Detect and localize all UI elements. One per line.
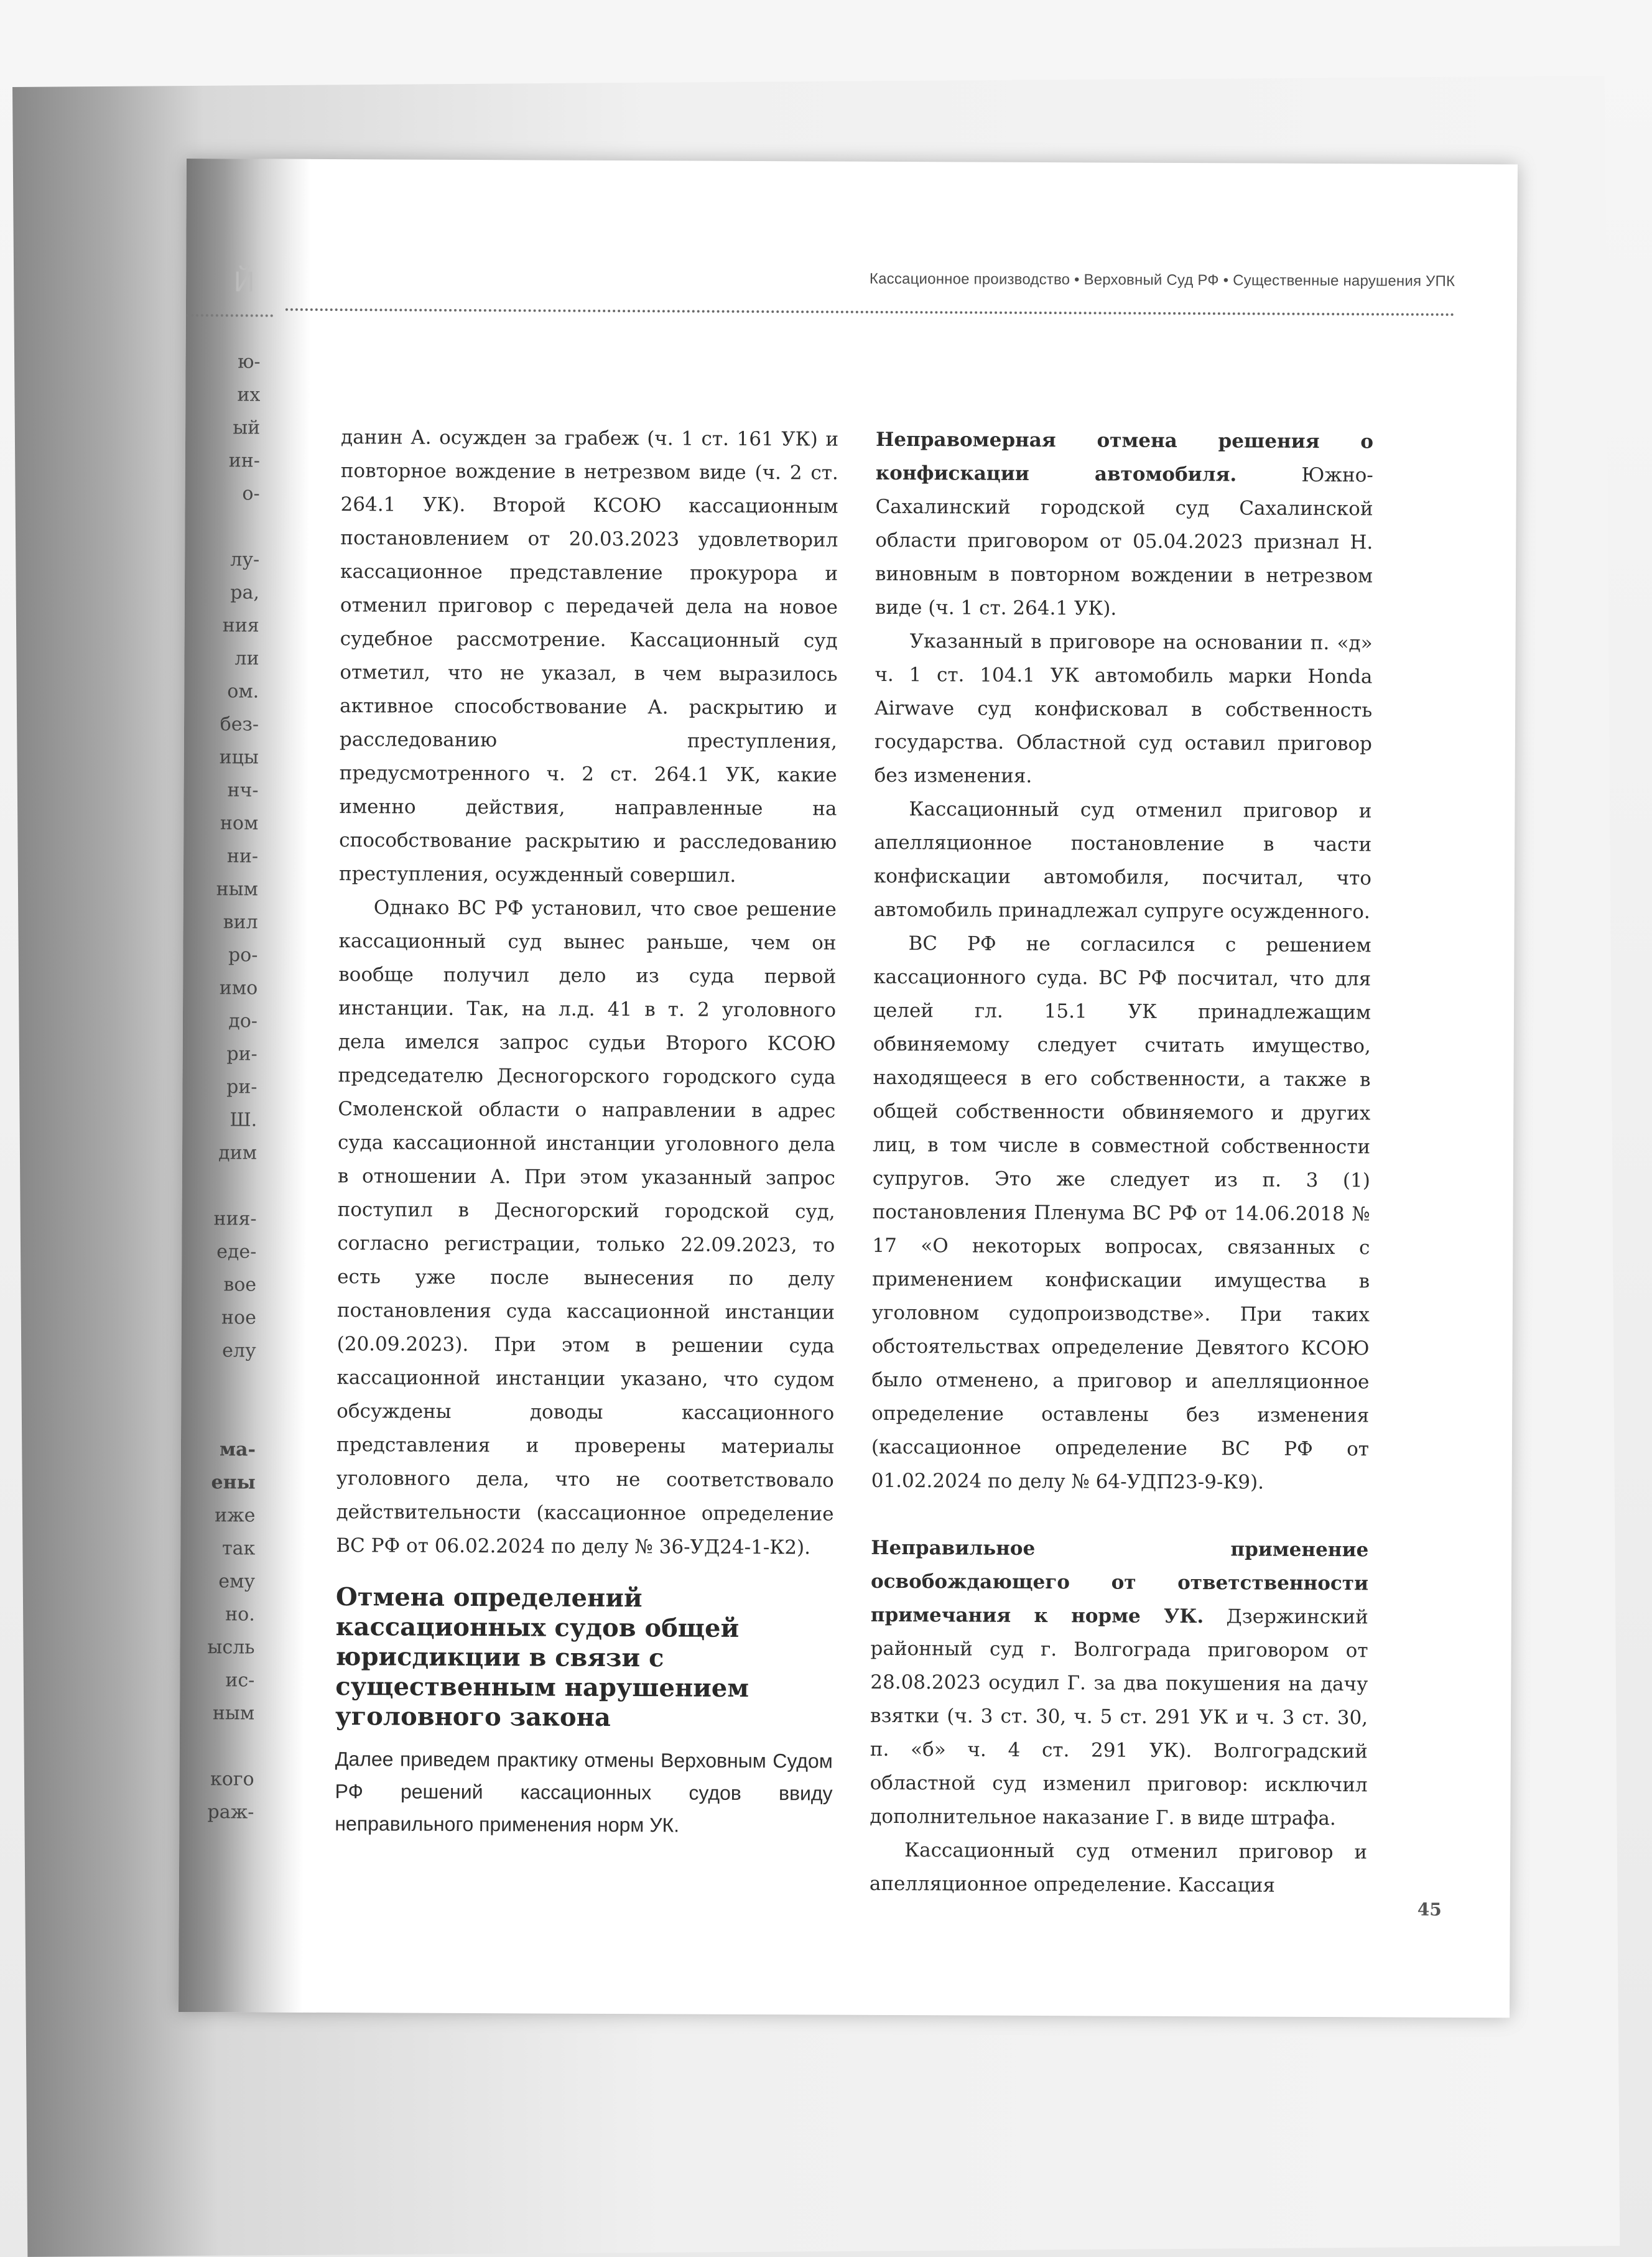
section-lead: Далее приведем практику отмены Верховным Судом РФ решений кассационных судов ввиду неправильного применения норм УК.: [335, 1748, 833, 1837]
left-page-fragment: имо: [219, 977, 258, 999]
left-page-fragment: ом.: [227, 680, 259, 703]
left-page-fragment: их: [237, 384, 261, 406]
paragraph: ВС РФ не согласился с решением кассационного суда. ВС РФ посчитал, что для целей гл. 15.1 УК принадлежащим обвиняемому следует считать имущество, находящееся в его собственности, а также в общей собственности обвиняемого и других лиц, в том числе в совместной собственности супругов. Это же следует из п. 3 (1) постановления Пленума ВС РФ от 14.06.2018 № 17 «О некоторых вопросах, связанных с применением конфискации имущества в уголовном судопроизводстве». При таких обстоятельствах определение Девятого КСОЮ было отменено, а приговор и апелляционное определение оставлены без изменения (кассационное определение ВС РФ от 01.02.2024 по делу № 64-УДП23-9-К9).: [871, 932, 1371, 1494]
left-page-fragment: но.: [225, 1603, 255, 1626]
left-page-fragment: лу-: [230, 549, 260, 571]
right-column: [870, 423, 1373, 1902]
left-page-fragment: ным: [216, 878, 258, 901]
left-page-fragment: [175, 1367, 262, 1401]
left-page-fragment: ены: [211, 1471, 256, 1494]
left-page-fragment: воe: [223, 1274, 257, 1296]
left-page-fragment: ном: [220, 812, 259, 835]
left-page-fragment: дим: [218, 1142, 258, 1164]
left-page-fragment: до-: [228, 1010, 258, 1032]
left-page-fragment: ли: [234, 647, 259, 670]
left-page-fragment: еде-: [216, 1241, 257, 1263]
left-page-fragment: иже: [215, 1504, 256, 1527]
left-page-fragment: ра,: [230, 582, 260, 604]
left-page-fragment: о-: [242, 483, 260, 505]
section-title: Отмена определений кассационных судов общей юрисдикции в связи с существенным нарушением уголовного закона: [335, 1582, 749, 1732]
running-header: Кассационное производство • Верховный Суд РФ • Существенные нарушения УПК: [869, 270, 1455, 290]
paragraph: данин А. осужден за грабеж (ч. 1 ст. 161 УК) и повторное вождение в нетрезвом виде (ч. 2 ст. 264.1 УК). Второй КСОЮ кассационным постановлением от 20.03.2023 удовлетворил кассационное представление прокурора и отменил приговор с передачей дела на новое судебное рассмотрение. Кассационный суд отметил, что не указал, в чем выразилось активное способствование А. раскрытию и расследованию преступления, предусмотренного ч. 2 ст. 264.1 УК, какие именно действия, направленные на способствование раскрытию и расследованию преступления, осужденный совершил.: [338, 426, 839, 887]
left-page-fragment: ния: [222, 614, 259, 637]
page-number: 45: [1417, 1899, 1442, 1920]
left-page-fragment: раж-: [207, 1801, 254, 1824]
paragraph: Однако ВС РФ установил, что свое решение кассационный суд вынес раньше, чем он вообще получил дело из суда первой инстанции. Так, на л.д. 41 в т. 2 уголовного дела имелся запрос судьи Второго КСОЮ председателю Десногорского городского суда Смоленской области о направлении в адрес суда кассационной инстанции уголовного дела в отношении А. При этом указанный запрос поступил в Десногорский городской суд, согласно регистрации, только 22.09.2023, то есть уже после вынесения по делу постановления суда кассационной инстанции (20.09.2023). При этом в решении суда кассационной инстанции указано, что судом обсуждены доводы кассационного представления и проверены материалы уголовного дела, что не соответствовало действительности (кассационное определение ВС РФ от 06.02.2024 по делу № 36-УД24-1-К2).: [336, 896, 837, 1559]
left-page-fragment: ма-: [219, 1439, 256, 1461]
left-page-text-fragments: [172, 345, 267, 2013]
book-page: [179, 159, 1518, 2018]
case-paragraph: [870, 1531, 1368, 1835]
left-page-fragment: [179, 510, 266, 544]
case-text: Дзержинский районный суд г. Волгограда приговором от 28.08.2023 осудил Г. за два покушения на дачу взятки (ч. 3 ст. 30, ч. 5 ст. 291 УК и ч. 3 ст. 30, п. «б» ч. 4 ст. 291 УК). Волгоградский областной суд изменил приговор: исключил дополнительное наказание Г. в виде штрафа.: [870, 1605, 1368, 1830]
left-page-fragment: вил: [223, 911, 258, 934]
left-page-header-rule: [186, 314, 273, 317]
left-page-header-fragment: Й: [233, 265, 255, 298]
case-paragraph: [875, 423, 1373, 626]
left-page-fragment: ное: [221, 1307, 256, 1329]
left-column: [335, 420, 838, 1842]
header-dotted-rule: [285, 308, 1455, 316]
left-page-fragment: ри-: [226, 1043, 258, 1065]
left-page-fragment: ему: [218, 1570, 256, 1593]
left-page-fragment: ро-: [228, 944, 258, 966]
left-page-fragment: [174, 1730, 261, 1763]
left-page-fragment: ния-: [213, 1208, 257, 1230]
left-page-fragment: ысль: [207, 1636, 255, 1659]
left-page-fragment: ис-: [225, 1669, 255, 1692]
left-page-fragment: Ш.: [230, 1109, 258, 1131]
left-page-fragment: ый: [233, 417, 261, 439]
left-page-fragment: ри-: [226, 1076, 258, 1098]
case-heading: Неправильное применение освобождающего от ответственности примечания к норме УК.: [870, 1536, 1369, 1628]
left-page-fragment: [176, 1169, 263, 1203]
left-page-fragment: ин-: [228, 450, 260, 472]
left-page-fragment: так: [221, 1537, 256, 1560]
left-page-fragment: без-: [220, 713, 259, 736]
left-page-fragment: ни-: [226, 845, 259, 868]
left-page-fragment: нч-: [227, 779, 259, 802]
left-page-fragment: елу: [222, 1340, 256, 1362]
left-page-fragment: ицы: [219, 746, 259, 769]
paragraph: Указанный в приговоре на основании п. «д» ч. 1 ст. 104.1 УК автомобиль марки Honda Airwave суд конфисковал в собственность государства. Областной суд оставил приговор без изменения.: [874, 630, 1373, 787]
case-text: Южно-Сахалинский городской суд Сахалинской области приговором от 05.04.2023 признал Н. виновным в повторном вождении в нетрезвом виде (ч. 1 ст. 264.1 УК).: [875, 463, 1373, 620]
paragraph: Кассационный суд отменил приговор и апелляционное определение. Кассация: [869, 1839, 1368, 1897]
left-page-fragment: [175, 1400, 262, 1434]
paragraph: Кассационный суд отменил приговор и апелляционное постановление в части конфискации автомобиля, посчитал, что автомобиль принадлежал супруге осужденного.: [873, 798, 1372, 924]
left-page-fragment: ю-: [238, 351, 261, 373]
left-page-fragment: ным: [212, 1702, 255, 1725]
left-page-fragment: кого: [210, 1768, 254, 1791]
case-heading: Неправомерная отмена решения о конфискации автомобиля.: [875, 428, 1374, 486]
paragraph-gap: [871, 1498, 1368, 1533]
